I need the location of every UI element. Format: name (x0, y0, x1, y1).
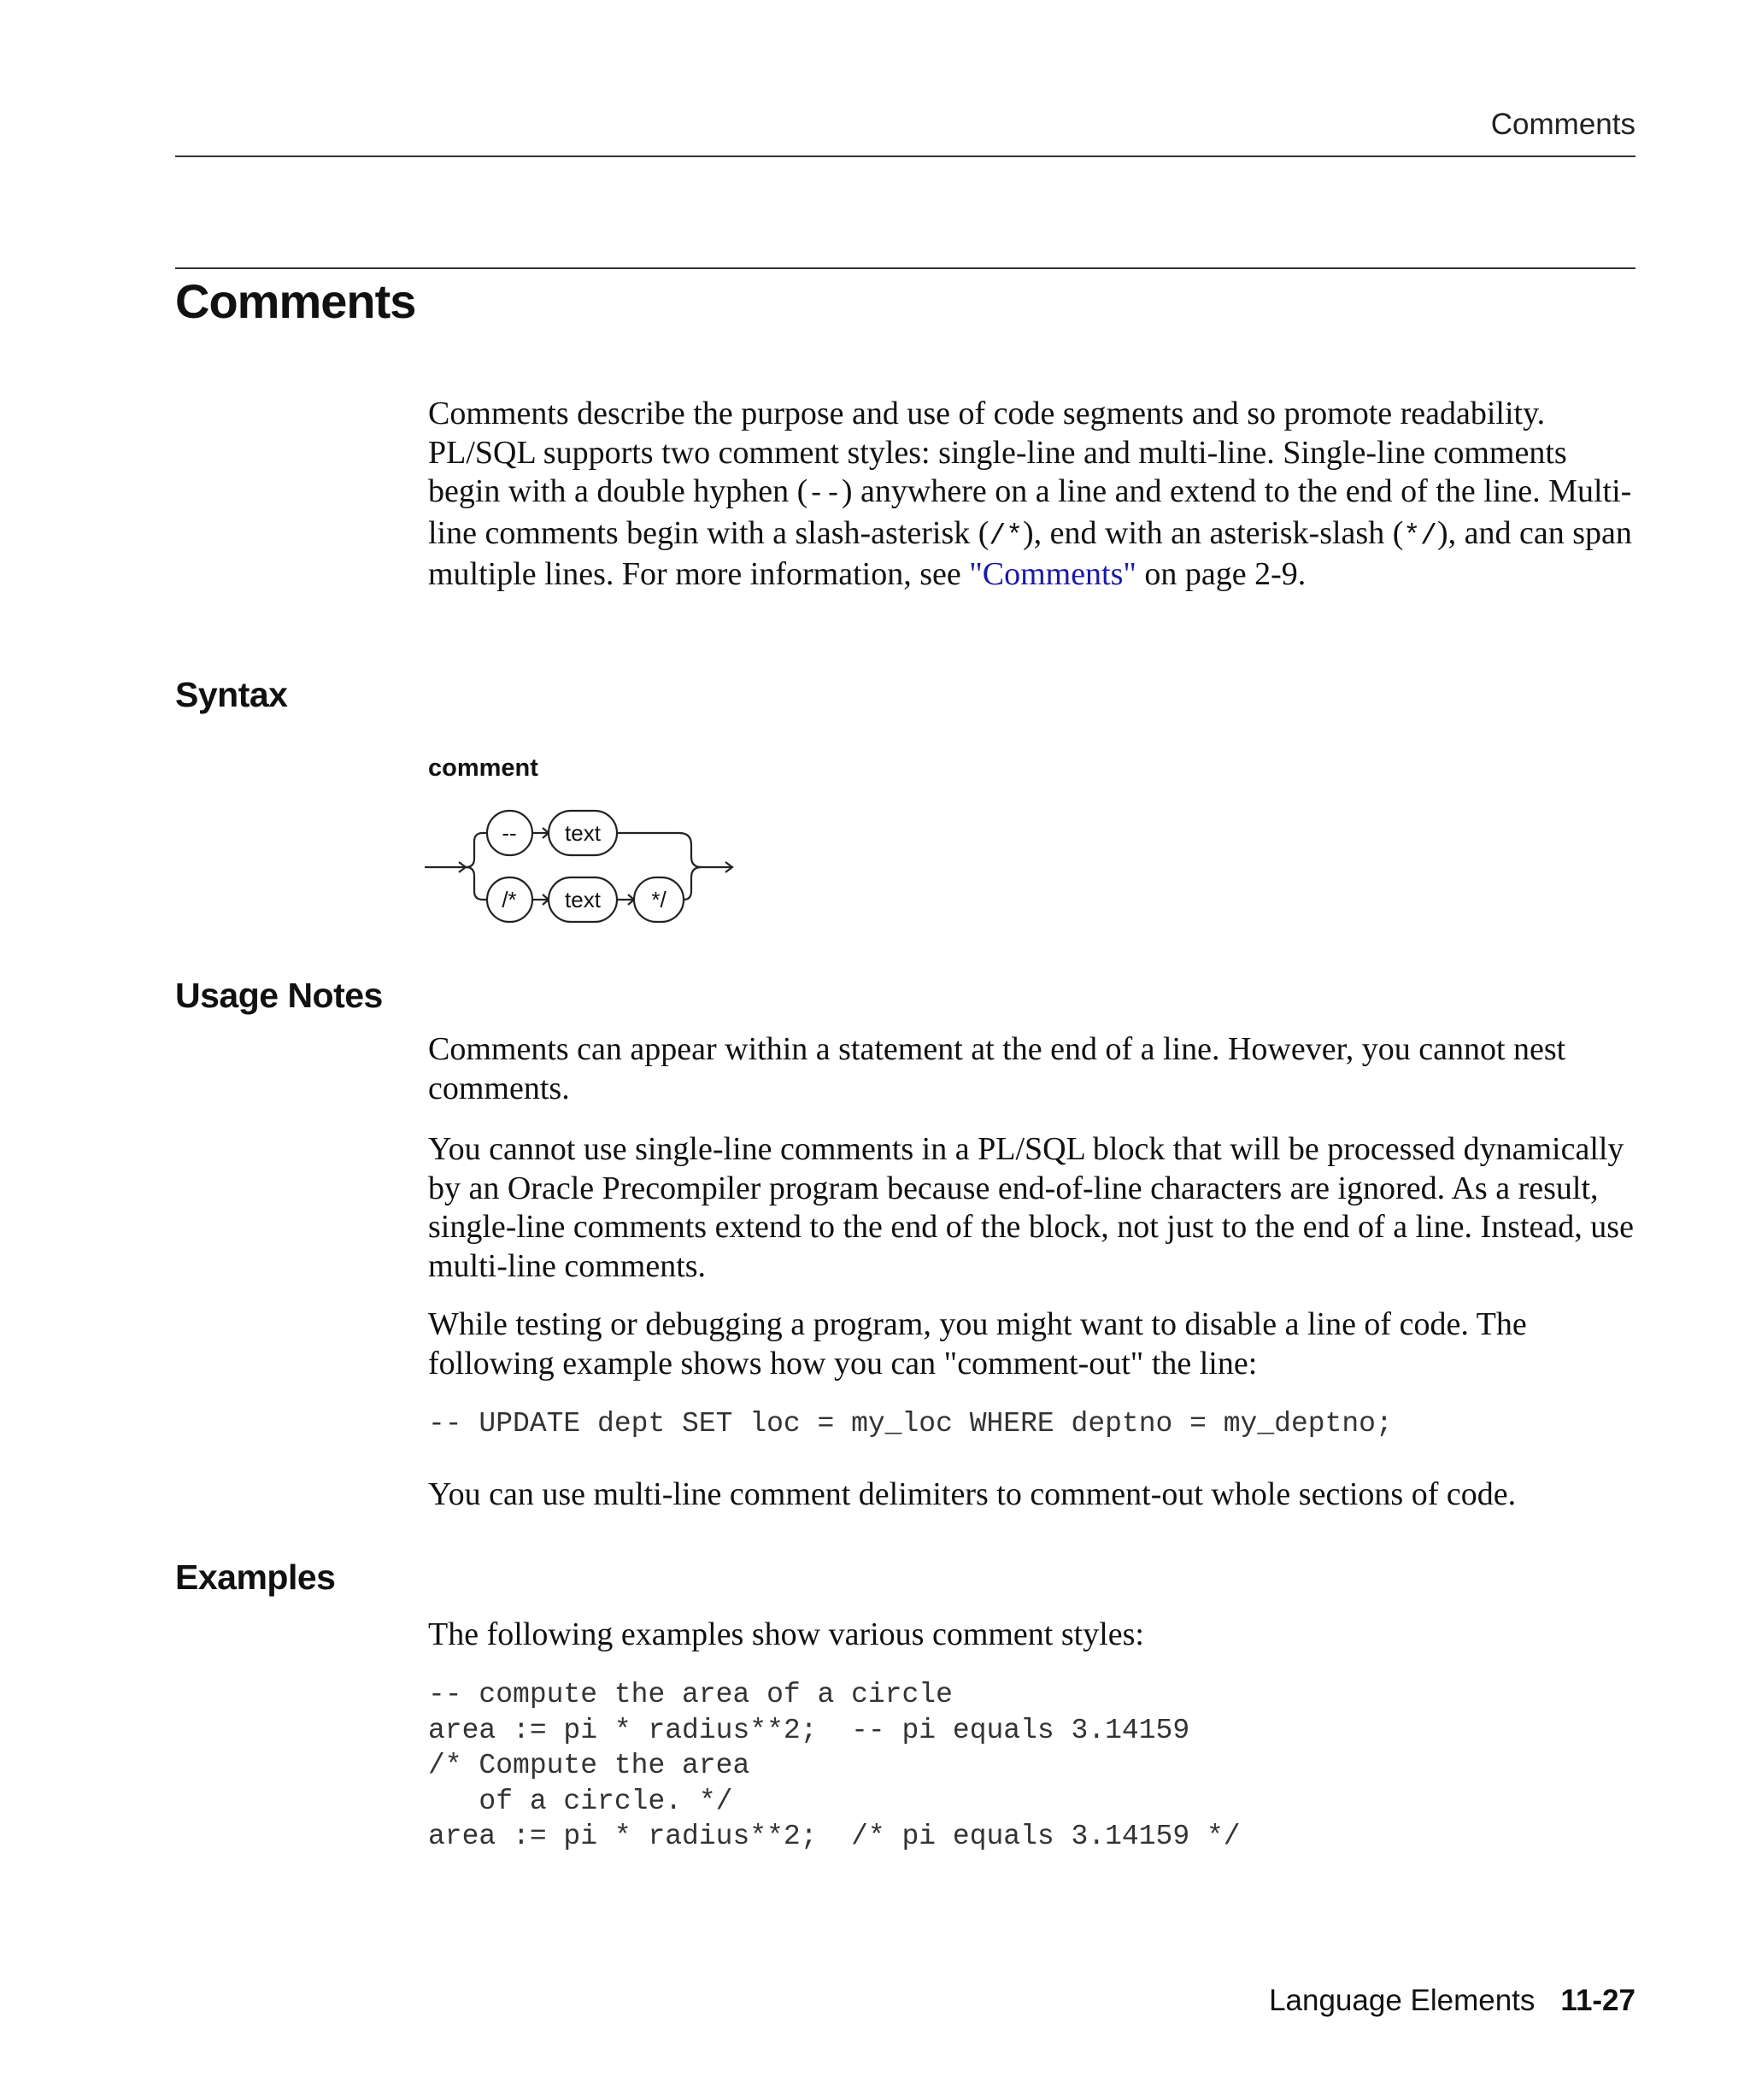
intro-text: ), end with an asterisk-slash ( (1023, 514, 1404, 551)
examples-intro: The following examples show various comment styles: (428, 1616, 1144, 1652)
diagram-text-multi: text (565, 887, 601, 912)
footer-chapter: Language Elements (1269, 1984, 1536, 2017)
usage-paragraph-4: You can use multi-line comment delimiters to comment-out whole sections of code. (428, 1476, 1517, 1512)
intro-text: ) anywhere on a line and extend to the end of the line. Multi-line comments begin with a slash-asterisk ( (428, 473, 1632, 551)
examples-heading: Examples (175, 1557, 336, 1597)
diagram-asterisk-slash: */ (651, 887, 667, 912)
intro-paragraph (428, 395, 1641, 595)
examples-code: -- compute the area of a circle area := pi * radius**2; -- pi equals 3.14159 /* Compute the area of a circle. */ area := pi * radius**2; /* pi equals 3.14159 */ (428, 1679, 1241, 1852)
syntax-heading: Syntax (175, 675, 288, 714)
comments-link[interactable]: "Comments" (969, 556, 1136, 593)
slash-asterisk-code: /* (989, 519, 1024, 552)
page-footer (1269, 1984, 1635, 2018)
diagram-slash-asterisk: /* (502, 887, 517, 912)
diagram-double-hyphen: -- (502, 820, 517, 846)
section-rule (175, 267, 1635, 269)
double-hyphen-code: -- (807, 478, 842, 511)
intro-text: Comments describe the purpose and use of code segments and so promote readability. PL/SQL supports two comment styles: single-line and multi-line. Single-line comments begin with a double hyphen ( (428, 396, 1567, 510)
header-rule (175, 155, 1635, 157)
comment-syntax-diagram (423, 807, 739, 927)
asterisk-slash-code: */ (1403, 519, 1437, 552)
intro-text: ), and can span multiple lines. For more information, see (428, 514, 1632, 593)
running-header: Comments (1490, 108, 1635, 141)
diagram-label: comment (428, 754, 538, 782)
page-number: 11-27 (1560, 1984, 1635, 2017)
section-title: Comments (175, 274, 416, 328)
usage-notes-heading: Usage Notes (175, 976, 383, 1015)
usage-paragraph-1: Comments can appear within a statement at the end of a line. However, you cannot nest comments. (428, 1031, 1566, 1106)
comment-out-code: -- UPDATE dept SET loc = my_loc WHERE deptno = my_deptno; (428, 1408, 1393, 1440)
usage-paragraph-2: You cannot use single-line comments in a PL/SQL block that will be processed dynamically by an Oracle Precompiler program because end-of-line characters are ignored. As a result, single-line comments extend to the end of the block, not just to the end of a line. Instead, use multi-line comments. (428, 1131, 1634, 1284)
usage-paragraph-3: While testing or debugging a program, you might want to disable a line of code. The following example shows how you can "comment-out" the line: (428, 1306, 1527, 1381)
intro-text: on page 2-9. (1136, 556, 1307, 593)
diagram-text-single: text (565, 820, 601, 846)
